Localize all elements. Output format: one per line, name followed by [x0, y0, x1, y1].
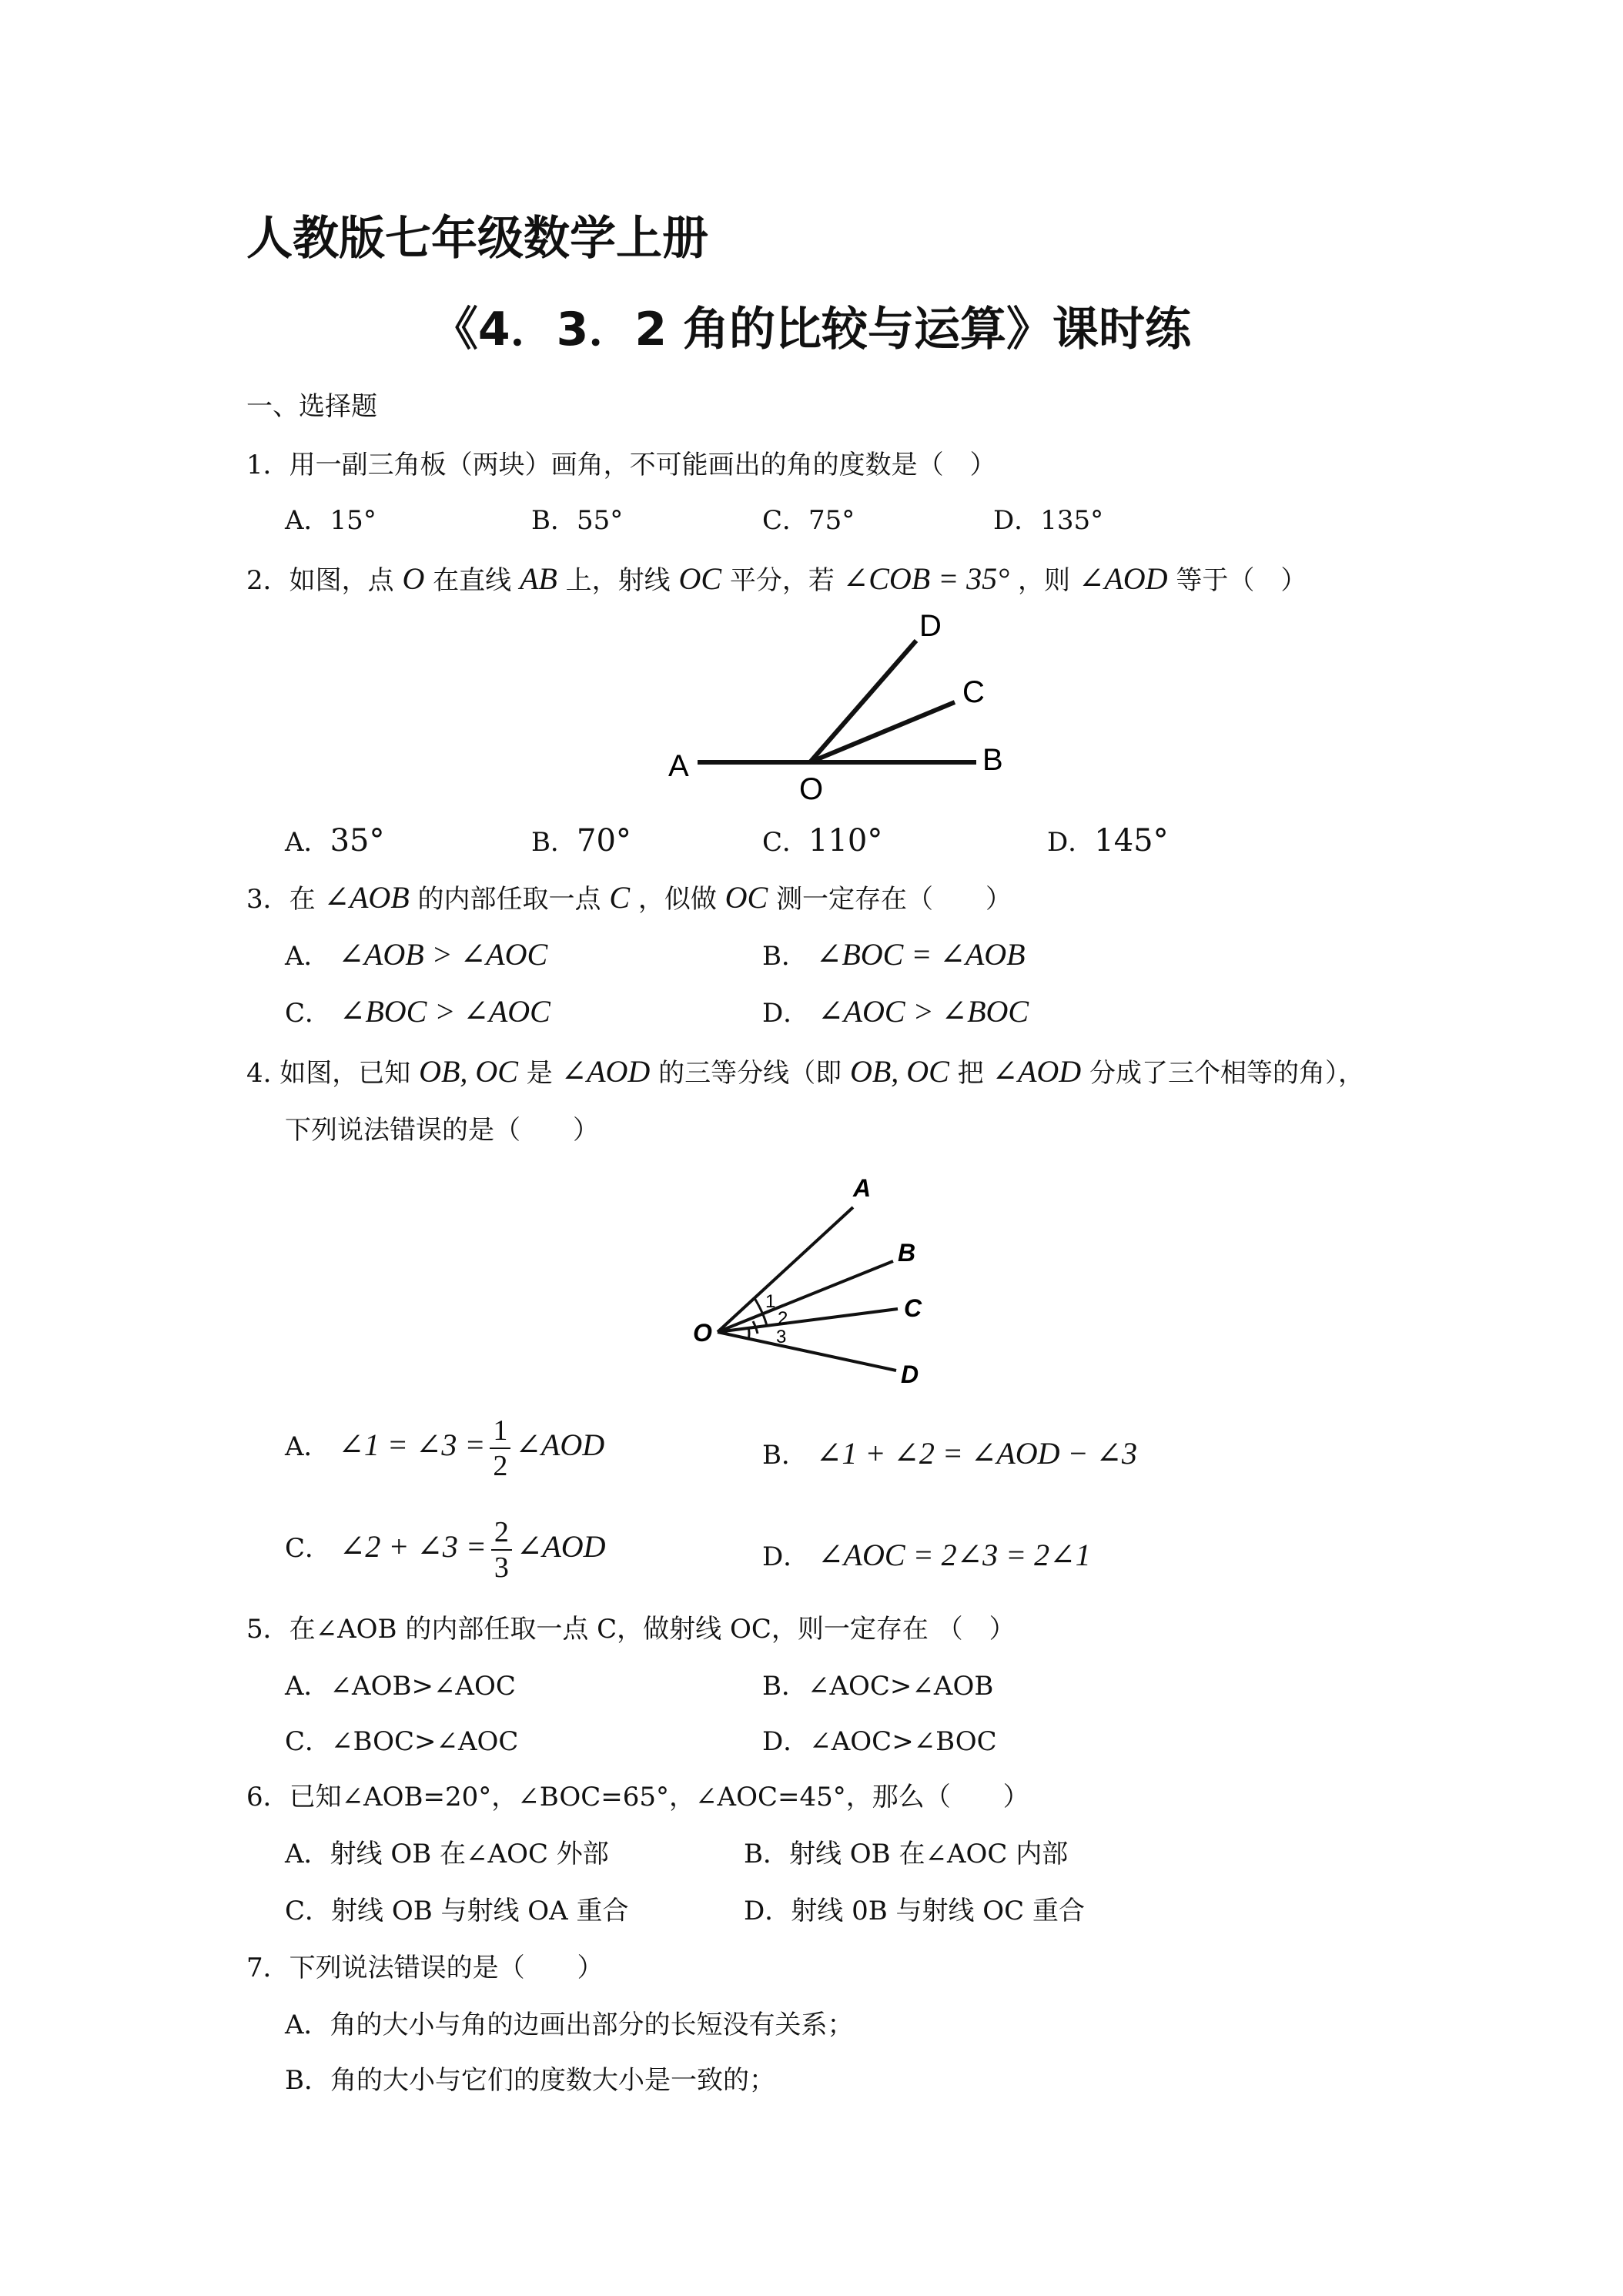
- q2-line-ab: AB: [519, 561, 557, 596]
- q4-option-a-fraction: [490, 1414, 510, 1483]
- q2-option-a-letter: A．: [285, 827, 330, 858]
- q3-stem-text: 3．在: [246, 884, 316, 915]
- q1-stem: 1．用一副三角板（两块）画角，不可能画出的角的度数是（ ）: [246, 450, 996, 480]
- q3-option-c-letter: C．: [285, 998, 332, 1029]
- q4-option-a-angle: ∠AOD: [515, 1427, 605, 1462]
- q4-rays: OB, OC: [419, 1054, 518, 1089]
- q2-option-c-letter: C．: [762, 827, 809, 858]
- q4-fraction-numerator: 1: [490, 1414, 510, 1449]
- q4-fraction-denominator: 2: [493, 1450, 508, 1482]
- q2-option-d: [1047, 824, 1169, 859]
- q4-stem-text: 把: [957, 1058, 984, 1089]
- q2-stem: [246, 562, 1307, 597]
- q2-stem-text: ，则: [1018, 565, 1070, 596]
- q4-label-2: 2: [778, 1308, 788, 1329]
- q7-stem: 7．下列说法错误的是（ ）: [246, 1953, 604, 1983]
- q5-stem: 5．在∠AOB 的内部任取一点 C，做射线 OC，则一定存在 （ ）: [246, 1614, 1016, 1645]
- q4-stem-text: 分成了三个相等的角），: [1089, 1058, 1364, 1089]
- q7-option-b: B．角的大小与它们的度数大小是一致的；: [285, 2065, 775, 2096]
- q6-option-b: B．射线 OB 在∠AOC 内部: [744, 1839, 1069, 1869]
- q4-option-b-letter: B．: [762, 1440, 808, 1471]
- q3-option-d-letter: D．: [762, 998, 810, 1029]
- q2-option-c-value: 110°: [808, 823, 883, 858]
- q5-option-d: D．∠AOC>∠BOC: [762, 1726, 997, 1757]
- q3-option-b: [762, 938, 1026, 973]
- q4-option-b: [762, 1437, 1137, 1472]
- q3-stem-text: 测一定存在（ ）: [776, 884, 1012, 915]
- q3-angle-aob: ∠AOB: [323, 880, 410, 915]
- q3-option-b-letter: B．: [762, 941, 808, 972]
- q2-label-a: A: [668, 749, 689, 783]
- q4-label-d: D: [901, 1361, 919, 1388]
- q3-option-c-value: ∠BOC > ∠AOC: [339, 994, 550, 1029]
- q4-option-b-expr: ∠1 + ∠2 = ∠AOD − ∠3: [815, 1436, 1138, 1471]
- q3-option-a: [285, 938, 547, 973]
- q4-angle-aod: ∠AOD: [992, 1054, 1082, 1089]
- q2-label-b: B: [982, 743, 1003, 777]
- q2-stem-text: 上，射线: [565, 565, 671, 596]
- q4-option-c-angle: ∠AOD: [516, 1529, 606, 1564]
- q4-label-b: B: [898, 1239, 916, 1267]
- q3-option-d-value: ∠AOC > ∠BOC: [818, 994, 1029, 1029]
- worksheet-title: 人教版七年级数学上册: [246, 212, 708, 266]
- q4-angle-aod: ∠AOD: [561, 1054, 651, 1089]
- q1-option-d: D．135°: [993, 505, 1104, 536]
- q4-fraction-denominator: 3: [494, 1551, 509, 1584]
- q6-option-a: A．射线 OB 在∠AOC 外部: [285, 1839, 609, 1869]
- q3-option-b-value: ∠BOC = ∠AOB: [815, 937, 1026, 972]
- q5-option-a: A．∠AOB>∠AOC: [285, 1671, 516, 1702]
- q6-stem: 6．已知∠AOB=20°，∠BOC=65°，∠AOC=45°，那么（ ）: [246, 1782, 1029, 1812]
- q4-label-o: O: [693, 1319, 712, 1347]
- q5-option-c: C．∠BOC>∠AOC: [285, 1726, 519, 1757]
- q4-option-c-fraction: [491, 1515, 512, 1585]
- q4-ray-od: [718, 1332, 896, 1371]
- q4-stem-text: 4. 如图，已知: [246, 1058, 411, 1089]
- q4-option-a-expr: ∠1 = ∠3 =: [338, 1427, 486, 1462]
- q2-option-a: [285, 824, 384, 859]
- q4-option-d-expr: ∠AOC = 2∠3 = 2∠1: [818, 1538, 1091, 1572]
- q2-label-d: D: [919, 609, 942, 643]
- q2-label-c: C: [962, 675, 985, 709]
- q1-option-b: B．55°: [531, 505, 624, 536]
- q4-label-3: 3: [776, 1327, 787, 1347]
- q6-option-d: D．射线 0B 与射线 OC 重合: [744, 1896, 1085, 1926]
- q4-stem-text: 是: [526, 1058, 553, 1089]
- q2-option-b: [531, 824, 631, 859]
- q2-option-d-value: 145°: [1094, 823, 1169, 858]
- q4-option-a-letter: A．: [285, 1431, 330, 1462]
- q2-stem-text: 平分，若: [729, 565, 835, 596]
- q4-option-c-letter: C．: [285, 1533, 332, 1564]
- q2-option-a-value: 35°: [330, 823, 385, 858]
- q3-ray-oc: OC: [724, 880, 768, 915]
- q7-option-a: A．角的大小与角的边画出部分的长短没有关系；: [285, 2010, 854, 2040]
- q2-figure: [662, 608, 1016, 808]
- q3-stem-text: 的内部任取一点: [417, 884, 601, 915]
- q4-option-a: [285, 1414, 604, 1483]
- q2-point-o: O: [402, 561, 425, 596]
- q4-label-a: A: [853, 1174, 872, 1202]
- q2-condition: ∠COB = 35°: [842, 561, 1010, 596]
- worksheet-subtitle: 《4．3．2 角的比较与运算》课时练: [431, 303, 1192, 356]
- q4-fraction-numerator: 2: [491, 1515, 512, 1551]
- q3-stem: [246, 881, 1012, 916]
- q2-option-b-letter: B．: [531, 827, 577, 858]
- q3-point-c: C: [609, 880, 631, 915]
- q2-label-o: O: [799, 772, 824, 806]
- q3-option-a-value: ∠AOB > ∠AOC: [338, 937, 548, 972]
- q4-label-c: C: [904, 1294, 922, 1322]
- q4-rays: OB, OC: [849, 1054, 949, 1089]
- q1-option-c: C．75°: [762, 505, 855, 536]
- q2-option-c: [762, 824, 882, 859]
- q4-stem-text: 的三等分线（即: [658, 1058, 842, 1089]
- q2-option-d-letter: D．: [1047, 827, 1095, 858]
- q4-option-d: [762, 1538, 1091, 1574]
- q3-stem-text: ，似做: [637, 884, 717, 915]
- q4-option-d-letter: D．: [762, 1541, 810, 1572]
- q6-option-c: C．射线 OB 与射线 OA 重合: [285, 1896, 629, 1926]
- q4-figure: [678, 1163, 955, 1401]
- q4-stem-line2: 下列说法错误的是（ ）: [285, 1115, 599, 1146]
- q2-stem-text: 在直线: [433, 565, 512, 596]
- q4-label-1: 1: [765, 1291, 776, 1312]
- section-heading: 一、选择题: [246, 391, 377, 422]
- q2-angle-aod: ∠AOD: [1078, 561, 1168, 596]
- q3-option-c: [285, 995, 550, 1030]
- q5-option-b: B．∠AOC>∠AOB: [762, 1671, 994, 1702]
- q3-option-a-letter: A．: [285, 941, 330, 972]
- q2-ray-oc: OC: [678, 561, 722, 596]
- q2-ray-oc-drawn: [810, 702, 955, 762]
- q2-option-b-value: 70°: [577, 823, 631, 858]
- q2-stem-text: 2．如图，点: [246, 565, 394, 596]
- q4-angle-arc-3: [748, 1327, 749, 1340]
- q4-option-c-expr: ∠2 + ∠3 =: [339, 1529, 487, 1564]
- q4-option-c: [285, 1515, 606, 1585]
- q2-ray-od: [810, 641, 916, 762]
- q4-stem: [246, 1055, 1364, 1090]
- q3-option-d: [762, 995, 1029, 1030]
- q2-stem-text: 等于（ ）: [1176, 565, 1307, 596]
- q1-option-a: A．15°: [285, 505, 376, 536]
